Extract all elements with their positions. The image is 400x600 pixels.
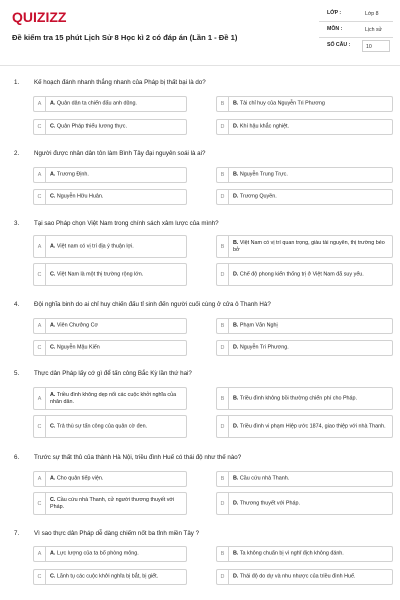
option-letter: C <box>34 570 46 584</box>
option-2b[interactable] <box>216 167 393 183</box>
option-text: B. Tài chỉ huy của Nguyễn Tri Phương <box>233 100 325 107</box>
question-text: Người được nhân dân tôn làm Bình Tây đại nguyên soái là ai? <box>34 150 206 157</box>
option-1c[interactable] <box>33 119 187 135</box>
option-letter: B <box>217 236 229 257</box>
option-text: B. Cầu cứu nhà Thanh. <box>233 475 290 482</box>
question-text: Thực dân Pháp lấy cớ gì để tấn công Bắc Kỳ lần thứ hai? <box>34 370 192 377</box>
option-letter: A <box>34 168 46 182</box>
option-text: D. Thái độ do dự và nhu nhược của triều đình Huế. <box>233 573 356 580</box>
option-letter: C <box>34 190 46 204</box>
option-letter: D <box>217 416 229 437</box>
option-letter: B <box>217 547 229 561</box>
option-6a[interactable] <box>33 471 187 487</box>
option-letter: C <box>34 120 46 134</box>
option-text: D. Thương thuyết với Pháp. <box>233 500 300 506</box>
option-letter: D <box>217 570 229 584</box>
option-letter: D <box>217 264 229 285</box>
option-text: D. Trương Quyền. <box>233 193 277 200</box>
option-1b[interactable] <box>216 96 393 112</box>
option-text: B. Phạm Văn Nghị <box>233 322 278 329</box>
option-text: C. Trả thù sự tấn công của quân cờ đen. <box>50 423 148 429</box>
option-7c[interactable] <box>33 569 187 585</box>
option-1d[interactable] <box>216 119 393 135</box>
option-letter: B <box>217 97 229 111</box>
option-1a[interactable] <box>33 96 187 112</box>
option-4b[interactable] <box>216 318 393 334</box>
option-text: C. Cầu cứu nhà Thanh, cử người thương thuyết với Pháp. <box>50 496 175 510</box>
question-text: Đội nghĩa binh do ai chỉ huy chiến đấu tỉ sinh đến người cuối cùng ở cửa ô Thanh Hà? <box>34 301 271 308</box>
meta-class-label: LỚP : <box>327 10 342 16</box>
question-text: Trước sự thất thủ của thành Hà Nội, triều đình Huế có thái độ như thế nào? <box>34 454 242 461</box>
question-number: 1. <box>14 79 20 86</box>
option-text: D. Nguyễn Tri Phương. <box>233 344 289 351</box>
quizizz-logo <box>12 8 84 26</box>
question-text: Kế hoạch đánh nhanh thắng nhanh của Pháp bị thất bại là do? <box>34 79 206 86</box>
option-2d[interactable] <box>216 189 393 205</box>
option-5b[interactable] <box>216 387 393 410</box>
meta-count-value: 10 <box>362 40 390 52</box>
option-2a[interactable] <box>33 167 187 183</box>
meta-subject-value: Lịch sử <box>365 27 383 33</box>
option-2c[interactable] <box>33 189 187 205</box>
option-text: B. Triều đình không bồi thường chiến phí cho Pháp. <box>233 395 358 401</box>
option-text: B. Việt Nam có vị trí quan trọng, giàu tài nguyên, thị trường béo bở <box>233 239 385 253</box>
option-text: A. Quân dân ta chiến đấu anh dũng. <box>50 100 137 107</box>
option-text: A. Việt nam có vị trí địa ý thuận lợi. <box>50 243 134 249</box>
meta-count-label: SỐ CÂU : <box>327 42 351 48</box>
option-text: B. Nguyễn Trung Trực. <box>233 171 288 178</box>
option-letter: C <box>34 264 46 285</box>
option-text: A. Lực lượng của ta bố phòng mỏng. <box>50 550 139 557</box>
option-7b[interactable] <box>216 546 393 562</box>
meta-class-row <box>319 6 393 22</box>
option-3a[interactable] <box>33 235 187 258</box>
option-letter: A <box>34 97 46 111</box>
option-text: B. Ta không chuẩn bị vì nghĩ địch không đánh. <box>233 550 344 557</box>
question-number: 5. <box>14 370 20 377</box>
option-letter: B <box>217 388 229 409</box>
option-letter: C <box>34 341 46 355</box>
question-number: 6. <box>14 454 20 461</box>
question-number: 3. <box>14 220 20 227</box>
option-text: D. Khí hậu khắc nghiệt. <box>233 123 290 130</box>
option-3c[interactable] <box>33 263 187 286</box>
option-letter: B <box>217 168 229 182</box>
meta-subject-row <box>319 22 393 38</box>
option-letter: C <box>34 416 46 437</box>
option-text: D. Triều đình vi phạm Hiệp ước 1874, giao thiệp với nhà Thanh. <box>233 423 386 429</box>
option-letter: B <box>217 472 229 486</box>
option-3d[interactable] <box>216 263 393 286</box>
meta-count-row <box>319 38 393 54</box>
question-text: Tại sao Pháp chọn Việt Nam trong chính sách xâm lược của mình? <box>34 220 219 227</box>
option-letter: A <box>34 472 46 486</box>
option-letter: A <box>34 319 46 333</box>
meta-class-value: Lớp 8 <box>365 11 379 17</box>
option-text: A. Cho quân tiếp viện. <box>50 475 104 482</box>
option-7a[interactable] <box>33 546 187 562</box>
option-letter: B <box>217 319 229 333</box>
option-text: C. Việt Nam là một thị trường rộng lớn. <box>50 271 144 277</box>
option-text: C. Nguyễn Hữu Huân. <box>50 193 104 200</box>
worksheet-header <box>0 0 400 66</box>
option-6c[interactable] <box>33 492 187 515</box>
option-letter: D <box>217 120 229 134</box>
option-5d[interactable] <box>216 415 393 438</box>
option-6b[interactable] <box>216 471 393 487</box>
logo-text: QUIZIZZ <box>12 9 67 25</box>
option-letter: D <box>217 493 229 514</box>
option-text: D. Chế độ phong kiến thống trị ở Việt Nam đã suy yếu. <box>233 271 364 277</box>
question-number: 2. <box>14 150 20 157</box>
option-text: C. Lãnh tụ các cuộc khởi nghĩa bị bắt, bị giết. <box>50 573 159 580</box>
worksheet-meta <box>319 6 393 54</box>
option-text: C. Nguyễn Mậu Kiến <box>50 344 100 351</box>
option-4d[interactable] <box>216 340 393 356</box>
worksheet-title: Đề kiểm tra 15 phút Lịch Sử 8 Học kì 2 có đáp án (Lần 1 - Đề 1) <box>12 33 238 42</box>
option-7d[interactable] <box>216 569 393 585</box>
option-letter: A <box>34 547 46 561</box>
option-letter: C <box>34 493 46 514</box>
option-letter: A <box>34 388 46 409</box>
option-letter: D <box>217 341 229 355</box>
option-letter: D <box>217 190 229 204</box>
option-5a[interactable] <box>33 387 187 410</box>
meta-subject-label: MÔN : <box>327 26 343 32</box>
option-6d[interactable] <box>216 492 393 515</box>
option-text: A. Viên Chưởng Cơ <box>50 322 99 329</box>
option-text: A. Trương Định. <box>50 171 89 178</box>
option-4c[interactable] <box>33 340 187 356</box>
option-text: C. Quân Pháp thiếu lương thực. <box>50 123 127 130</box>
option-letter: A <box>34 236 46 257</box>
option-5c[interactable] <box>33 415 187 438</box>
option-4a[interactable] <box>33 318 187 334</box>
question-text: Vì sao thực dân Pháp dễ dàng chiếm nốt ba tỉnh miền Tây ? <box>34 530 200 537</box>
option-text: A. Triều đình không dẹp nổi các cuộc khởi nghĩa của nhân dân. <box>50 391 177 405</box>
question-number: 7. <box>14 530 20 537</box>
option-3b[interactable] <box>216 235 393 258</box>
question-number: 4. <box>14 301 20 308</box>
